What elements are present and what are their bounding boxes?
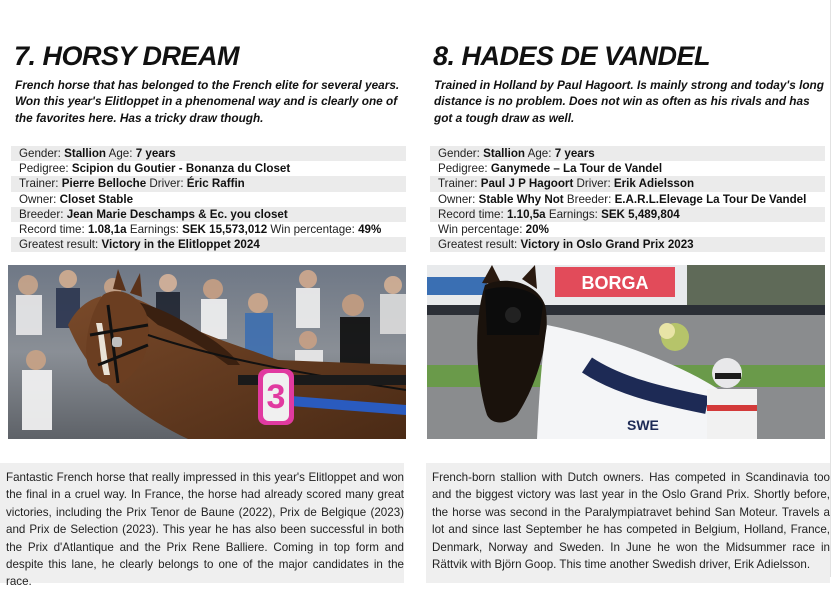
fact-trainer-driver: Trainer: Pierre Belloche Driver: Éric Raffin <box>11 176 406 191</box>
fact-greatest-result: Greatest result: Victory in Oslo Grand Prix 2023 <box>430 237 825 252</box>
horse-description: Fantastic French horse that really impressed in this year's Elitloppet and won the final in a cruel way. In France, the horse had already scored many great victories, including the Prix Tenor de Baune (2022), Prix de Belgique (2023) and Prix de Selection (2023). This year he has also been successful in both the Prix d'Atlantique and the Prix Rene Balliere. Coming in top form and despite this lane, he clearly belongs to one of the major candidates in the race. <box>0 463 404 583</box>
fact-gender-age: Gender: Stallion Age: 7 years <box>430 146 825 161</box>
fact-pedigree: Pedigree: Scipion du Goutier - Bonanza du Closet <box>19 162 291 176</box>
fact-owner: Owner: Closet Stable <box>19 192 134 206</box>
horse-lead: Trained in Holland by Paul Hagoort. Is mainly strong and today's long distance is no problem. Does not win as often as his rivals and has got a tough draw as well. <box>434 78 824 125</box>
profile-hades-de-vandel <box>427 0 830 577</box>
profile-horsy-dream <box>6 0 406 589</box>
fact-box <box>11 146 406 252</box>
fact-record-earnings: Record time: 1.10,5a Earnings: SEK 5,489,804 <box>430 207 825 222</box>
fact-box <box>430 146 825 252</box>
fact-gender-age: Gender: Stallion Age: 7 years <box>11 146 406 161</box>
borga-banner-text: BORGA <box>581 273 649 293</box>
fact-pedigree: Pedigree: Ganymede – La Tour de Vandel <box>438 162 663 176</box>
horse-description: French-born stallion with Dutch owners. Has competed in Scandinavia too and the biggest victory was last year in the Oslo Grand Prix. Shortly before, the horse was second in the Paralympiatravet behind San Moteur. Travels a lot and since last September he has competed in Belgium, Holland, France, Denmark, Norway and Sweden. In June he won the Midsummer race in Rättvik with Björn Goop. This time another Swedish driver, Erik Adielsson. <box>426 463 830 583</box>
blanket-text: SWE <box>627 417 659 433</box>
fact-owner-breeder: Owner: Stable Why Not Breeder: E.A.R.L.Elevage La Tour De Vandel <box>438 192 807 206</box>
fact-record-earnings: Record time: 1.08,1a Earnings: SEK 15,573,012 Win percentage: 49% <box>19 222 382 236</box>
fact-trainer-driver: Trainer: Paul J P Hagoort Driver: Erik Adielsson <box>430 176 825 191</box>
fact-greatest-result: Greatest result: Victory in the Elitloppet 2024 <box>11 237 406 252</box>
saddle-cloth-number: 3 <box>266 378 286 416</box>
horse-photo <box>427 265 825 439</box>
horse-title: 7. HORSY DREAM <box>14 41 240 71</box>
fact-win-percentage: Win percentage: 20% <box>438 222 549 236</box>
horse-title: 8. HADES DE VANDEL <box>433 41 711 71</box>
horse-lead: French horse that has belonged to the French elite for several years. Won this year's Elitloppet in a phenomenal way and is clearly one of the favorites here. Has a tricky draw though. <box>15 78 400 125</box>
fact-breeder: Breeder: Jean Marie Deschamps & Ec. you closet <box>11 207 406 222</box>
horse-photo <box>8 265 406 439</box>
